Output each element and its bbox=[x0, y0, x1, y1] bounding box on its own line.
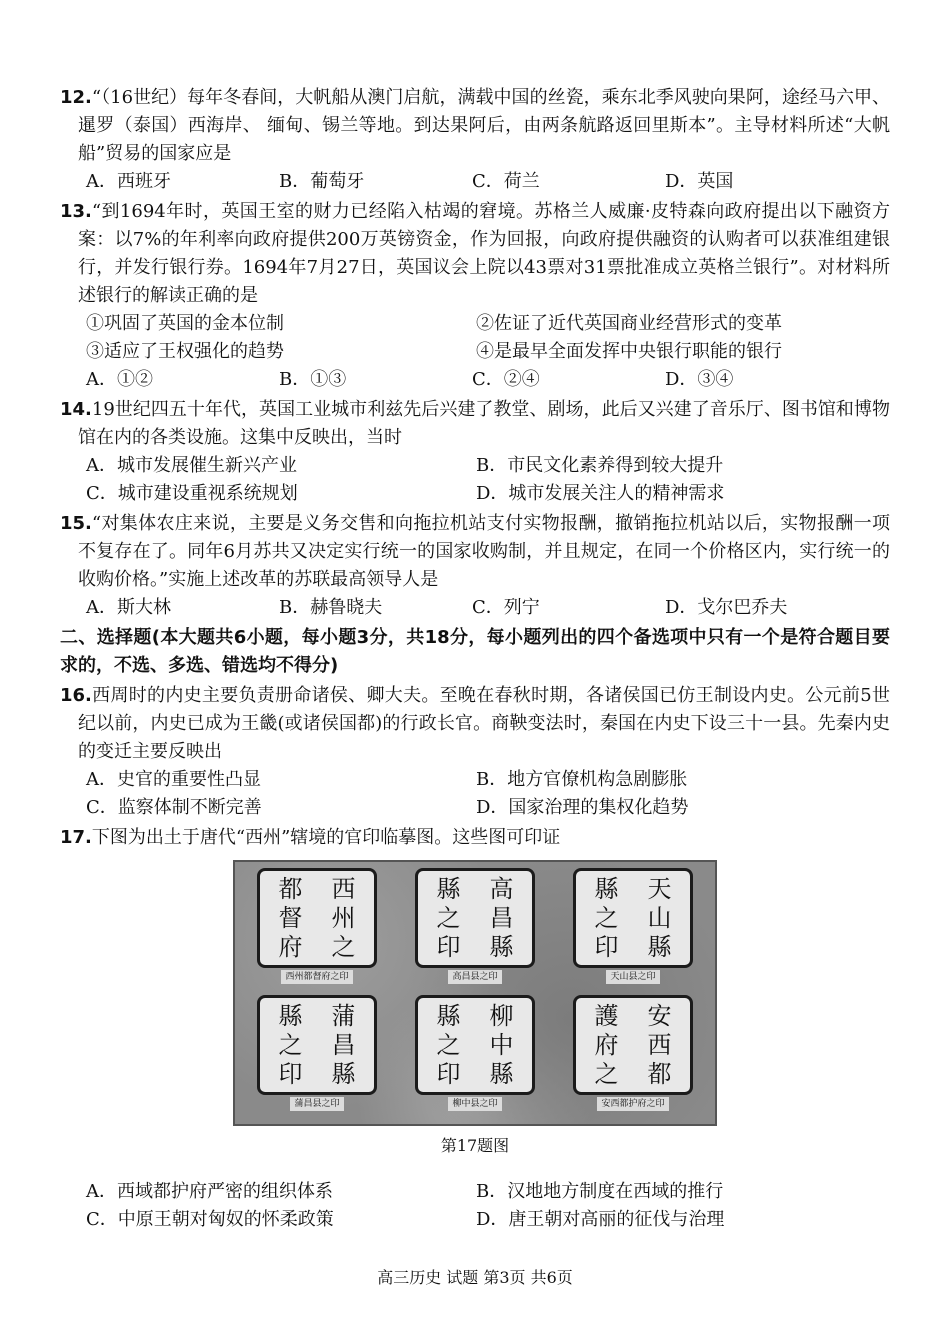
question-stem: 15.“对集体农庄来说，主要是义务交售和向拖拉机站支付实物报酬，撤销拖拉机站以后，实物报酬一项不复存在了。同年6月苏共又决定实行统一的国家收购制，并且规定，在同一个价格区内，实行统一的收购价格。”实施上述改革的苏联最高领导人是 bbox=[60, 513, 890, 590]
seal-image bbox=[233, 860, 717, 1126]
option-c: C．列宁 bbox=[472, 597, 540, 618]
seal-caption: 柳中县之印 bbox=[448, 1097, 501, 1111]
option-c: C．城市建设重视系统规划 bbox=[86, 483, 298, 504]
question-number: 12. bbox=[60, 87, 92, 108]
question-number: 16. bbox=[60, 685, 92, 706]
question-number: 15. bbox=[60, 513, 92, 534]
question-17 bbox=[60, 824, 890, 1234]
option-a: A．西域都护府严密的组织体系 bbox=[86, 1181, 333, 1202]
option-c: C．②④ bbox=[472, 369, 540, 390]
options bbox=[60, 1178, 890, 1234]
option-d: D．英国 bbox=[665, 171, 734, 192]
statement-1: ①巩固了英国的金本位制 bbox=[86, 313, 284, 334]
question-number: 14. bbox=[60, 399, 92, 420]
option-d: D．城市发展关注人的精神需求 bbox=[476, 483, 725, 504]
seal-stamp: 縣 之 印 蒲 昌 縣 bbox=[257, 995, 377, 1095]
option-d: D．戈尔巴乔夫 bbox=[665, 597, 788, 618]
statement-4: ④是最早全面发挥中央银行职能的银行 bbox=[476, 341, 782, 362]
question-stem: 17.下图为出土于唐代“西州”辖境的官印临摹图。这些图可印证 bbox=[60, 827, 561, 848]
option-c: C．荷兰 bbox=[472, 171, 540, 192]
page-footer: 高三历史 试题 第3页 共6页 bbox=[377, 1268, 573, 1287]
question-stem: 12.“（16世纪）每年冬春间，大帆船从澳门启航，满载中国的丝瓷，乘东北季风驶向果阿，途经马六甲、暹罗（泰国）西海岸、 缅甸、锡兰等地。到达果阿后，由两条航路返回里斯本”。主导材料所述“大帆船”贸易的国家应是 bbox=[60, 87, 890, 164]
section-heading: 二、选择题(本大题共6小题，每小题3分，共18分，每小题列出的四个备选项中只有一个是符合题目要求的，不选、多选、错选均不得分) bbox=[60, 627, 890, 676]
question-stem: 14.19世纪四五十年代，英国工业城市利兹先后兴建了教堂、剧场，此后又兴建了音乐厅、图书馆和博物馆在内的各类设施。这集中反映出，当时 bbox=[60, 399, 890, 448]
options bbox=[60, 766, 890, 822]
exam-page bbox=[60, 84, 890, 1236]
seal-stamp: 護 府 之 安 西 都 bbox=[573, 995, 693, 1095]
seal-item bbox=[559, 995, 707, 1118]
seal-item bbox=[401, 995, 549, 1118]
options bbox=[60, 594, 890, 622]
seal-caption: 蒲昌县之印 bbox=[290, 1097, 343, 1111]
option-c: C．监察体制不断完善 bbox=[86, 797, 262, 818]
options bbox=[60, 168, 890, 196]
seal-item bbox=[243, 995, 391, 1118]
question-stem: 16.西周时的内史主要负责册命诸侯、卿大夫。至晚在春秋时期，各诸侯国已仿王制设内史。公元前5世纪以前，内史已成为王畿(或诸侯国都)的行政长官。商鞅变法时，秦国在内史下设三十一县。先秦内史的变迁主要反映出 bbox=[60, 685, 890, 762]
statement-2: ②佐证了近代英国商业经营形式的变革 bbox=[476, 313, 782, 334]
figure bbox=[60, 860, 890, 1160]
question-15 bbox=[60, 510, 890, 622]
option-c: C．中原王朝对匈奴的怀柔政策 bbox=[86, 1209, 334, 1230]
option-a: A．斯大林 bbox=[86, 597, 171, 618]
seal-item bbox=[243, 868, 391, 991]
seal-caption: 高昌县之印 bbox=[448, 970, 501, 984]
question-stem: 13.“到1694年时，英国王室的财力已经陷入枯竭的窘境。苏格兰人威廉·皮特森向政府提出以下融资方案：以7%的年利率向政府提供200万英镑资金，作为回报，向政府提供融资的认购者可以获准组建银行，并发行银行券。1694年7月27日，英国议会上院以43票对31票批准成立英格兰银行”。对材料所述银行的解读正确的是 bbox=[60, 201, 890, 306]
option-a: A．城市发展催生新兴产业 bbox=[86, 455, 297, 476]
option-a: A．史官的重要性凸显 bbox=[86, 769, 261, 790]
question-12 bbox=[60, 84, 890, 196]
options bbox=[60, 366, 890, 394]
question-14 bbox=[60, 396, 890, 508]
option-d: D．国家治理的集权化趋势 bbox=[476, 797, 689, 818]
option-d: D．③④ bbox=[665, 369, 734, 390]
statement-items bbox=[60, 310, 890, 366]
seal-stamp: 縣 之 印 柳 中 縣 bbox=[415, 995, 535, 1095]
seal-stamp: 縣 之 印 高 昌 縣 bbox=[415, 868, 535, 968]
option-b: B．地方官僚机构急剧膨胀 bbox=[476, 769, 688, 790]
option-a: A．西班牙 bbox=[86, 171, 171, 192]
option-a: A．①② bbox=[86, 369, 153, 390]
seal-stamp: 縣 之 印 天 山 縣 bbox=[573, 868, 693, 968]
option-b: B．葡萄牙 bbox=[279, 171, 365, 192]
option-b: B．汉地地方制度在西域的推行 bbox=[476, 1181, 724, 1202]
seal-caption: 西州都督府之印 bbox=[281, 970, 352, 984]
seal-stamp: 都 督 府 西 州 之 bbox=[257, 868, 377, 968]
seal-item bbox=[559, 868, 707, 991]
question-number: 13. bbox=[60, 201, 92, 222]
figure-caption: 第17题图 bbox=[440, 1136, 510, 1155]
seal-caption: 天山县之印 bbox=[606, 970, 659, 984]
option-b: B．①③ bbox=[279, 369, 347, 390]
option-d: D．唐王朝对高丽的征伐与治理 bbox=[476, 1209, 725, 1230]
seal-item bbox=[401, 868, 549, 991]
seal-caption: 安西都护府之印 bbox=[597, 1097, 668, 1111]
question-number: 17. bbox=[60, 827, 92, 848]
question-16 bbox=[60, 682, 890, 822]
option-b: B．赫鲁晓夫 bbox=[279, 597, 383, 618]
option-b: B．市民文化素养得到较大提升 bbox=[476, 455, 724, 476]
question-13 bbox=[60, 198, 890, 394]
statement-3: ③适应了王权强化的趋势 bbox=[86, 341, 284, 362]
options bbox=[60, 452, 890, 508]
